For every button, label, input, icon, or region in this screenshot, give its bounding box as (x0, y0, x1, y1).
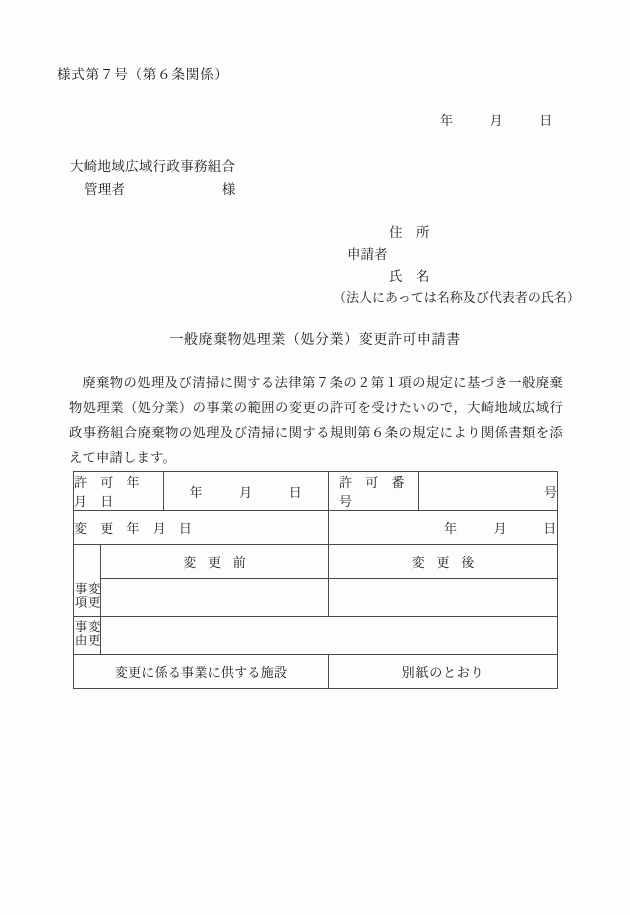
permit-date-label: 許 可 年 月 日 (74, 472, 164, 511)
addressee-role-row (84, 178, 236, 198)
table-row-change-items (74, 579, 558, 617)
date-year: 年 (440, 114, 454, 129)
table-row-permit (74, 472, 558, 511)
change-items-label: 変更事項 (74, 579, 101, 617)
form-number: 様式第７号（第６条関係） (57, 67, 229, 83)
applicant-label: 申請者 (347, 247, 388, 263)
applicant-name-label: 氏 名 (389, 269, 430, 285)
permit-date-day: 日 (288, 485, 303, 501)
change-reason-label: 変更事由 (74, 616, 101, 654)
permit-date-year: 年 (189, 485, 204, 501)
change-date-month: 月 (493, 522, 508, 537)
change-items-after-value[interactable] (329, 579, 558, 617)
addressee-role: 管理者 (84, 182, 126, 198)
application-form-table (73, 471, 558, 689)
date-line (440, 110, 553, 129)
applicant-address-label: 住 所 (389, 225, 430, 241)
date-month: 月 (489, 114, 504, 129)
change-date-label: 変 更 年 月 日 (74, 511, 329, 545)
permit-number-value[interactable]: 号 (419, 472, 558, 511)
facility-label: 変更に係る事業に供する施設 (74, 654, 329, 688)
addressee-honorific: 様 (221, 182, 236, 198)
change-date-value[interactable] (329, 511, 558, 545)
column-header-before: 変更前 (101, 545, 329, 579)
change-date-year: 年 (443, 522, 458, 537)
body-paragraph: 廃棄物の処理及び清掃に関する法律第７条の２第１項の規定に基づき一般廃棄物処理業（処分業）の事業の範囲の変更の許可を受けたいので，大崎地域広域行政事務組合廃棄物の処理及び清掃に関する規則第６条の規定により関係書類を添えて申請します。 (69, 376, 563, 466)
change-items-before-value[interactable] (101, 579, 329, 617)
applicant-corporate-note: （法人にあっては名称及び代表者の氏名） (333, 291, 580, 306)
permit-date-month: 月 (239, 485, 253, 501)
permit-number-label: 許 可 番 号 (329, 472, 419, 511)
date-day: 日 (539, 114, 554, 129)
table-row-facility (74, 654, 558, 688)
table-row-change-reason (74, 616, 558, 654)
header-spacer-cell (74, 545, 101, 579)
column-header-after: 変更後 (329, 545, 558, 579)
document-title: 一般廃棄物処理業（処分業）変更許可申請書 (169, 332, 461, 348)
permit-date-value[interactable] (164, 472, 329, 511)
change-date-day: 日 (543, 522, 558, 537)
facility-value[interactable]: 別紙のとおり (329, 654, 558, 688)
addressee-organization: 大崎地域広域行政事務組合 (70, 159, 236, 175)
table-row-change-date (74, 511, 558, 545)
change-reason-value[interactable] (101, 616, 558, 654)
table-row-before-after-header (74, 545, 558, 579)
